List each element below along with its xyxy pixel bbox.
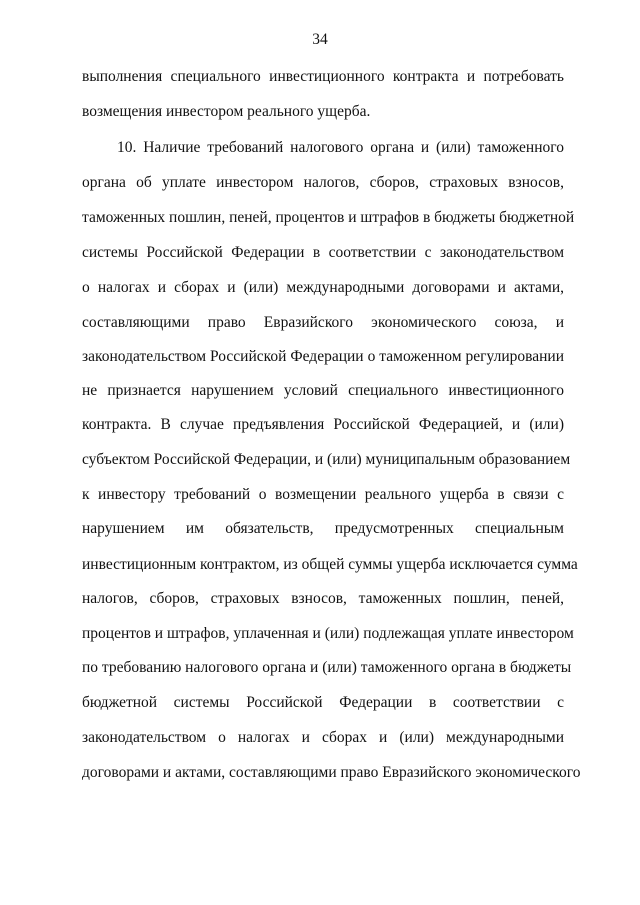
text-line: по требованию налогового органа и (или) таможенного органа в бюджеты xyxy=(82,659,572,676)
text-line: законодательством Российской Федерации о таможенном регулировании xyxy=(82,348,564,365)
text-line: субъектом Российской Федерации, и (или) муниципальным образованием xyxy=(82,451,571,468)
text-line: возмещения инвестором реального ущерба. xyxy=(82,103,371,120)
text-line: органа об уплате инвестором налогов, сборов, страховых взносов, xyxy=(82,174,564,191)
text-line: бюджетной системы Российской Федерации в соответствии с xyxy=(82,694,564,711)
text-line: контракта. В случае предъявления Российской Федерацией, и (или) xyxy=(82,416,564,433)
text-line: инвестиционным контрактом, из общей суммы ущерба исключается сумма xyxy=(82,556,578,573)
text-line: о налогах и сборах и (или) международными договорами и актами, xyxy=(82,279,564,296)
paragraph-start-line: 10. Наличие требований налогового органа и (или) таможенного xyxy=(117,139,564,156)
text-line: системы Российской Федерации в соответствии с законодательством xyxy=(82,244,564,261)
text-line: таможенных пошлин, пеней, процентов и штрафов в бюджеты бюджетной xyxy=(82,209,575,226)
text-line: составляющими право Евразийского экономического союза, и xyxy=(82,314,564,331)
text-line: договорами и актами, составляющими право Евразийского экономического xyxy=(82,764,581,781)
text-line: законодательством о налогах и сборах и (или) международными xyxy=(82,729,564,746)
text-line: не признается нарушением условий специального инвестиционного xyxy=(82,382,564,399)
text-line: процентов и штрафов, уплаченная и (или) подлежащая уплате инвестором xyxy=(82,625,574,642)
text-line: к инвестору требований о возмещении реального ущерба в связи с xyxy=(82,486,564,503)
text-line: выполнения специального инвестиционного контракта и потребовать xyxy=(82,68,564,85)
text-line: налогов, сборов, страховых взносов, таможенных пошлин, пеней, xyxy=(82,590,564,607)
text-line: нарушением им обязательств, предусмотренных специальным xyxy=(82,520,564,537)
page-number: 34 xyxy=(312,31,328,48)
